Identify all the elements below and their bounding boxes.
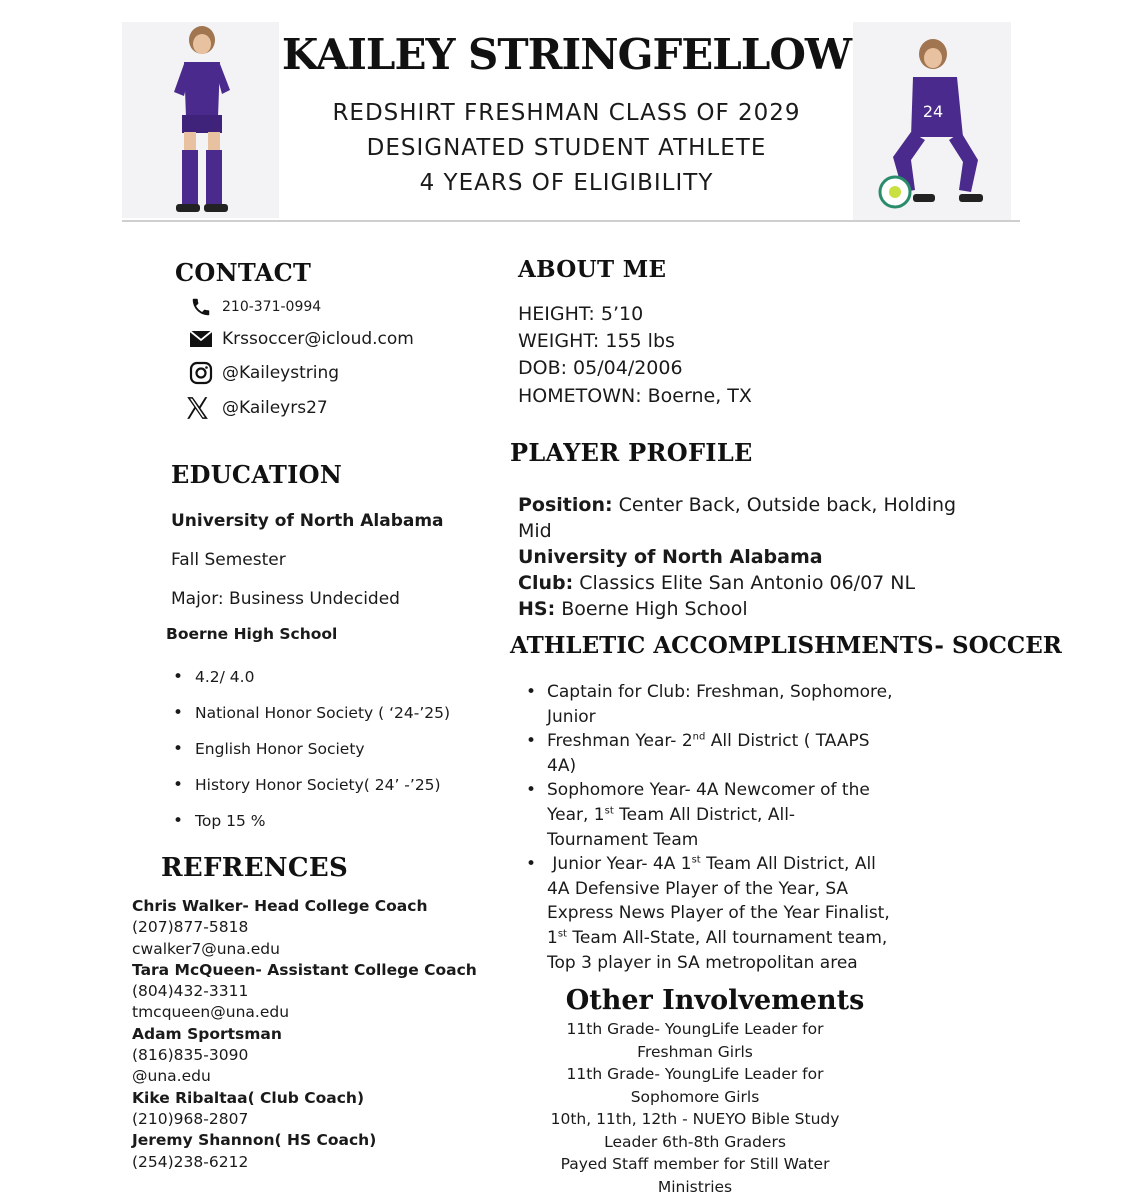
about-weight: WEIGHT: 155 lbs <box>518 330 675 352</box>
svg-text:24: 24 <box>922 102 944 121</box>
phone-icon <box>188 296 214 318</box>
header-divider <box>122 220 1020 222</box>
reference-name: Adam Sportsman <box>132 1024 282 1043</box>
accomplishment-line: 4A Defensive Player of the Year, SA <box>547 878 849 899</box>
list-item: • Top 15 % <box>171 803 450 839</box>
involvement-line: Sophomore Girls <box>630 1087 760 1106</box>
involvement-line: 11th Grade- YoungLife Leader for <box>566 1020 824 1038</box>
reference-email: @una.edu <box>132 1067 211 1086</box>
reference-name: Chris Walker- Head College Coach <box>132 897 428 915</box>
accomplishment-line: Tournament Team <box>547 829 699 850</box>
eligibility: 4 YEARS OF ELIGIBILITY <box>419 170 714 196</box>
accomplishments-list <box>525 680 925 975</box>
list-item <box>525 778 925 852</box>
accomplishment-line <box>547 926 925 951</box>
references-list <box>132 896 477 1173</box>
accomplishment-line: • Captain for Club: Freshman, Sophomore, <box>547 682 893 702</box>
reference-phone: (207)877-5818 <box>132 918 249 937</box>
superscript: nd <box>692 731 706 743</box>
list-item <box>525 729 925 778</box>
education-semester: Fall Semester <box>171 550 286 570</box>
involvement-line: Payed Staff member for Still Water <box>560 1155 830 1173</box>
reference-name: Jeremy Shannon( HS Coach) <box>132 1131 377 1150</box>
other-involvements-list <box>530 1018 860 1198</box>
phone-number[interactable]: 210-371-0994 <box>222 299 322 315</box>
text-fragment: Junior Year- 4A 1 <box>547 854 692 875</box>
x-handle[interactable]: @Kaileyrs27 <box>222 398 328 418</box>
profile-hs <box>518 598 748 620</box>
athlete-name: KAILEY STRINGFELLOW <box>281 30 852 79</box>
education-high-school: Boerne High School <box>166 625 338 643</box>
reference-phone: (816)835-3090 <box>132 1046 249 1065</box>
contact-x-row <box>184 395 328 421</box>
accomplishment-line: • Sophomore Year- 4A Newcomer of the <box>547 780 870 801</box>
class-year: REDSHIRT FRESHMAN CLASS OF 2029 <box>332 100 801 126</box>
envelope-icon <box>188 330 214 348</box>
accomplishment-line <box>547 852 925 877</box>
reference-phone: (254)238-6212 <box>132 1152 249 1171</box>
list-item: • National Honor Society ( ‘24-’25) <box>171 695 450 731</box>
involvement-line: 10th, 11th, 12th - NUEYO Bible Study <box>550 1110 840 1128</box>
contact-instagram-row <box>188 361 339 385</box>
reference-phone: (804)432-3311 <box>132 982 249 1001</box>
reference-email: cwalker7@una.edu <box>132 939 280 958</box>
reference-name: Tara McQueen- Assistant College Coach <box>132 960 477 979</box>
accomplishment-line: Express News Player of the Year Finalist, <box>547 903 890 924</box>
other-involvements-heading: Other Involvements <box>565 985 865 1016</box>
about-height: HEIGHT: 5’10 <box>518 303 644 325</box>
involvement-line: Ministries <box>657 1177 733 1196</box>
list-item: • 4.2/ 4.0 <box>171 659 450 695</box>
about-dob: DOB: 05/04/2006 <box>518 357 683 379</box>
accomplishment-line: Junior <box>547 706 596 727</box>
involvement-line: Leader 6th-8th Graders <box>604 1132 786 1151</box>
x-logo-icon <box>184 395 210 421</box>
education-university: University of North Alabama <box>171 511 444 531</box>
accomplishments-heading: ATHLETIC ACCOMPLISHMENTS- SOCCER <box>510 632 1062 659</box>
list-item <box>525 852 925 975</box>
profile-club <box>518 572 915 594</box>
superscript: st <box>557 928 567 940</box>
reference-email: tmcqueen@una.edu <box>132 1003 290 1022</box>
athlete-designation: DESIGNATED STUDENT ATHLETE <box>366 135 767 161</box>
text-fragment: Team All District, All- <box>613 804 796 825</box>
contact-phone-row <box>188 296 321 318</box>
superscript: st <box>604 805 614 817</box>
accomplishment-line <box>547 803 925 828</box>
accomplishment-line: 4A) <box>547 755 577 776</box>
accomplishment-line: Top 3 player in SA metropolitan area <box>547 952 858 973</box>
profile-club-label: Club: <box>518 572 574 594</box>
text-fragment: Team All District, All <box>700 854 876 875</box>
instagram-handle[interactable]: @Kaileystring <box>222 363 340 383</box>
profile-position-value: Center Back, Outside back, Holding <box>612 494 957 516</box>
education-honors-list <box>171 659 450 839</box>
profile-university: University of North Alabama <box>518 546 823 568</box>
text-fragment: Team All-State, All tournament team, <box>566 927 888 948</box>
text-fragment: 1 <box>547 927 558 948</box>
text-fragment: All District ( TAAPS <box>705 731 870 752</box>
reference-name: Kike Ribaltaa( Club Coach) <box>132 1088 365 1107</box>
player-profile-heading: PLAYER PROFILE <box>510 438 753 467</box>
profile-club-value: Classics Elite San Antonio 06/07 NL <box>573 572 916 594</box>
profile-position <box>518 494 956 516</box>
list-item: • English Honor Society <box>171 731 450 767</box>
email-link[interactable]: Krssoccer@icloud.com <box>222 329 414 349</box>
involvement-line: Freshman Girls <box>637 1042 753 1061</box>
list-item: • History Honor Society( 24’ -’25) <box>171 767 450 803</box>
player-photo-crouching <box>853 22 1011 221</box>
education-major: Major: Business Undecided <box>171 589 400 609</box>
reference-phone: (210)968-2807 <box>132 1109 249 1128</box>
references-heading: REFRENCES <box>161 853 349 883</box>
player-photo-standing <box>122 22 279 218</box>
about-heading: ABOUT ME <box>518 256 667 283</box>
text-fragment: Freshman Year- 2 <box>547 731 693 752</box>
profile-hs-value: Boerne High School <box>555 598 748 620</box>
superscript: st <box>691 854 701 866</box>
profile-position-cont: Mid <box>518 520 552 542</box>
contact-heading: CONTACT <box>175 258 312 287</box>
involvement-line: 11th Grade- YoungLife Leader for <box>566 1065 824 1083</box>
education-heading: EDUCATION <box>171 460 343 489</box>
text-fragment: Year, 1 <box>547 804 605 825</box>
profile-hs-label: HS: <box>518 598 556 620</box>
contact-email-row <box>188 329 414 349</box>
accomplishment-line <box>547 729 925 754</box>
about-hometown: HOMETOWN: Boerne, TX <box>518 385 752 407</box>
instagram-icon <box>188 361 214 385</box>
list-item <box>525 680 925 729</box>
profile-position-label: Position: <box>518 494 613 516</box>
